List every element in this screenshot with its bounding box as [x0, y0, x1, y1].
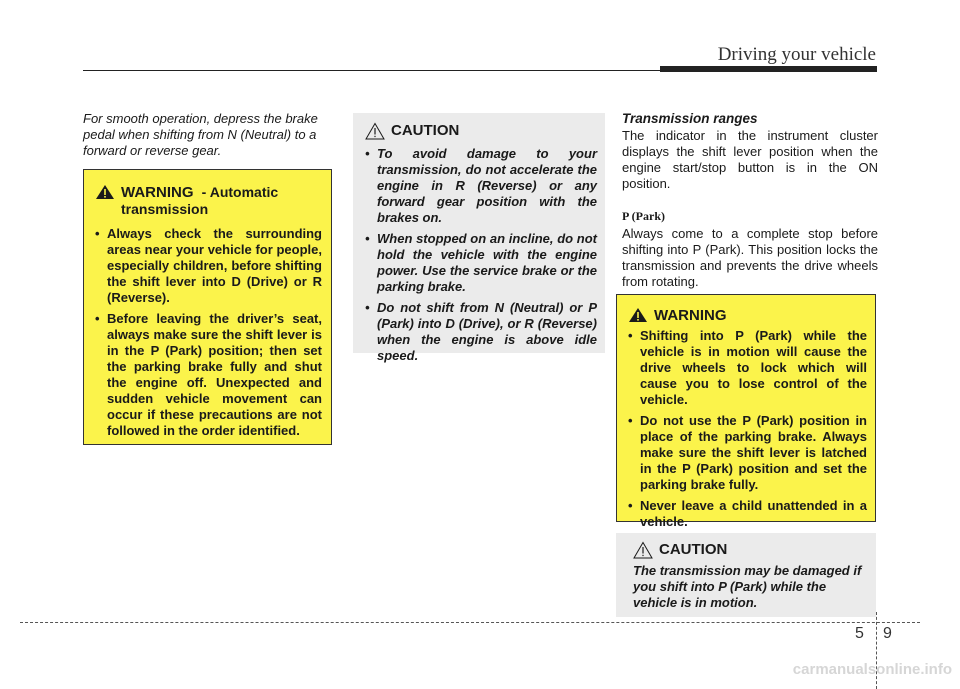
- warning-triangle-icon: [95, 184, 115, 200]
- warning-park-title: WARNING: [628, 307, 867, 324]
- park-heading: P (Park): [622, 209, 665, 223]
- caution-park-box: [616, 533, 876, 617]
- warning-triangle-icon: [628, 307, 648, 323]
- warning-automatic-label: WARNING: [121, 184, 194, 201]
- warning-automatic-item: • Always check the surrounding areas near your vehicle for people, especially children, before shifting the shift lever into D (Drive) or R (Reverse).: [95, 226, 322, 306]
- park-text: Always come to a complete stop before shifting into P (Park). This position locks the transmission and prevents the drive wheels from rotating.: [622, 226, 878, 289]
- caution-park-title: CAUTION: [633, 541, 868, 559]
- intro-text: For smooth operation, depress the brake pedal when shifting from N (Neutral) to a forward or reverse gear.: [83, 111, 318, 158]
- header-rule: [83, 70, 660, 71]
- caution-park-text: The transmission may be damaged if you shift into P (Park) while the vehicle is in motion.: [633, 563, 862, 610]
- warning-automatic-box: [83, 169, 332, 445]
- header-title: Driving your vehicle: [717, 44, 876, 65]
- caution-middle-item: • Do not shift from N (Neutral) or P (Park) into D (Drive), or R (Reverse) when the engine is above idle speed.: [365, 300, 597, 364]
- watermark: carmanualsonline.info: [792, 661, 952, 678]
- page-number: 9: [883, 625, 892, 642]
- footer-rule: [20, 622, 920, 623]
- caution-triangle-icon: [365, 122, 385, 140]
- warning-park-item: • Never leave a child unattended in a vehicle.: [628, 498, 867, 530]
- warning-park-item: • Do not use the P (Park) position in place of the parking brake. Always make sure the shift lever is latched in the P (Park) position and set the parking brake fully.: [628, 413, 867, 493]
- warning-park-item: • Shifting into P (Park) while the vehicle is in motion will cause the drive wheels to lock which will cause you to lose control of the vehicle.: [628, 328, 867, 408]
- warning-automatic-sub: - Automatic transmission: [121, 184, 279, 217]
- caution-middle-item: • To avoid damage to your transmission, do not accelerate the engine in R (Reverse) or any forward gear position with the brakes on.: [365, 146, 597, 226]
- caution-middle-box: [353, 113, 605, 363]
- chapter-number: 5: [855, 625, 864, 642]
- warning-automatic-title: [95, 184, 322, 218]
- caution-triangle-icon: [633, 541, 653, 559]
- transmission-intro: The indicator in the instrument cluster displays the shift lever position when the engine start/stop button is in the ON position.: [622, 128, 878, 191]
- warning-automatic-item: • Before leaving the driver’s seat, always make sure the shift lever is in the P (Park) position; then set the parking brake fully and shut the engine off. Unexpected and sudden vehicle movement can occur if these precautions are not followed in the order identified.: [95, 311, 322, 439]
- warning-park-box: [616, 294, 876, 529]
- caution-middle-item: • When stopped on an incline, do not hold the vehicle with the engine power. Use the service brake or the parking brake.: [365, 231, 597, 295]
- section-title: Transmission ranges: [622, 111, 758, 126]
- caution-middle-title: CAUTION: [365, 122, 597, 140]
- header-bar: [660, 66, 877, 72]
